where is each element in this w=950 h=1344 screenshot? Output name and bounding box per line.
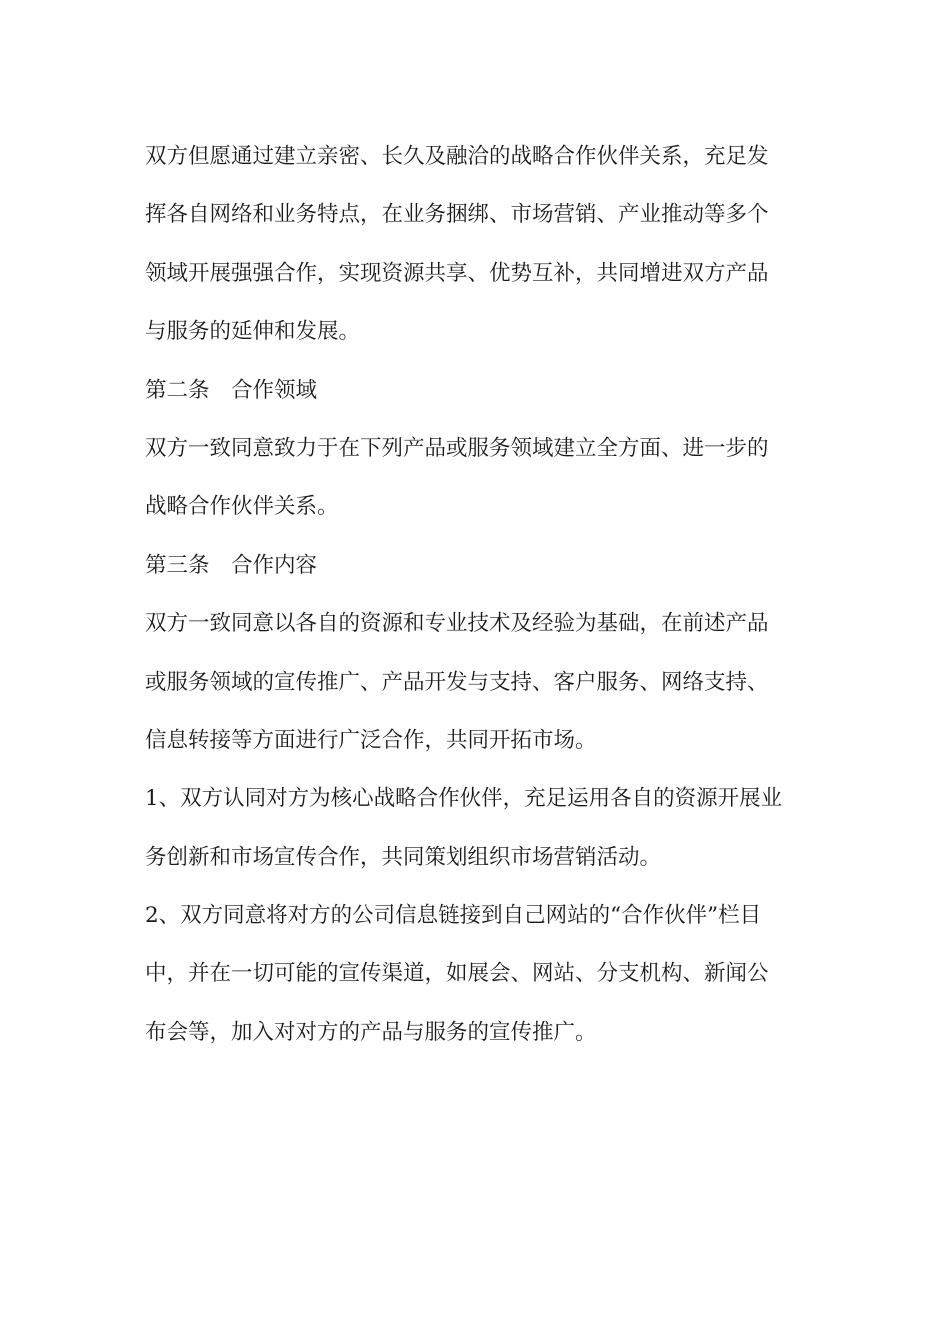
text-line: 务创新和市场宣传合作，共同策划组织市场营销活动。 <box>145 844 662 870</box>
text-line: 2、双方同意将对方的公司信息链接到自己网站的“合作伙伴”栏目 <box>145 903 762 929</box>
heading-article-3: 第三条 合作内容 <box>145 552 318 578</box>
document-body <box>145 128 810 1062</box>
text-line: 双方一致同意以各自的资源和专业技术及经验为基础，在前述产品 <box>145 611 769 637</box>
text-line: 布会等，加入对对方的产品与服务的宣传推广。 <box>145 1019 597 1045</box>
article-heading <box>145 362 810 420</box>
text-line: 领域开展强强合作，实现资源共享、优势互补，共同增进双方产品 <box>145 260 769 286</box>
paragraph-purpose <box>145 128 810 362</box>
text-line: 中，并在一切可能的宣传渠道，如展会、网站、分支机构、新闻公 <box>145 961 769 987</box>
paragraph-content <box>145 595 810 770</box>
heading-article-2: 第二条 合作领域 <box>145 377 318 403</box>
text-line: 信息转接等方面进行广泛合作，共同开拓市场。 <box>145 727 597 753</box>
paragraph-item-1 <box>145 770 810 887</box>
text-line: 或服务领域的宣传推广、产品开发与支持、客户服务、网络支持、 <box>145 669 769 695</box>
paragraph-field <box>145 420 810 537</box>
text-line: 双方但愿通过建立亲密、长久及融洽的战略合作伙伴关系，充足发 <box>145 144 769 169</box>
text-line: 战略合作伙伴关系。 <box>145 494 339 520</box>
text-line: 1、双方认同对方为核心战略合作伙伴，充足运用各自的资源开展业 <box>145 786 783 812</box>
text-line: 与服务的延伸和发展。 <box>145 319 361 345</box>
article-heading <box>145 537 810 595</box>
text-line: 双方一致同意致力于在下列产品或服务领域建立全方面、进一步的 <box>145 435 769 461</box>
text-line: 挥各自网络和业务特点，在业务捆绑、市场营销、产业推动等多个 <box>145 202 769 228</box>
paragraph-item-2 <box>145 887 810 1062</box>
